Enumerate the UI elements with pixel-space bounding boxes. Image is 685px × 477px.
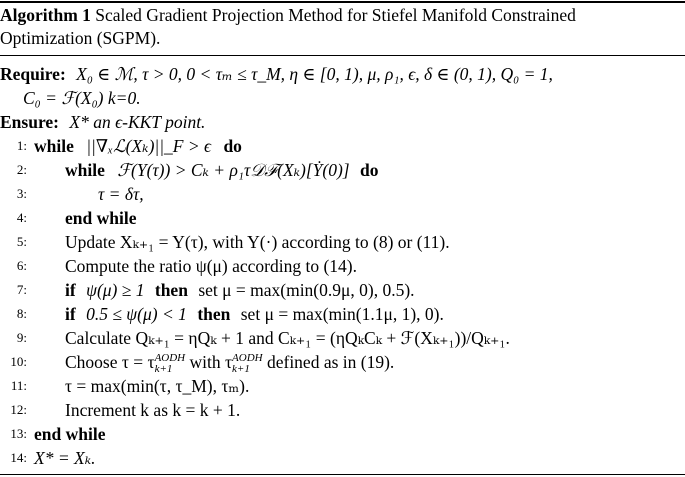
line-text: Calculate Qₖ₊₁ = ηQₖ + 1 and Cₖ₊₁ = (ηQₖCₖ + ℱ(Xₖ₊₁))/Qₖ₊₁.	[65, 328, 510, 348]
keyword: then	[154, 280, 188, 300]
line-text: set μ = max(min(1.1μ, 1), 0).	[240, 304, 444, 324]
keyword: while	[65, 160, 105, 180]
ensure-text: X* an ϵ-KKT point.	[69, 112, 206, 132]
top-rule	[0, 1, 685, 3]
keyword: if	[65, 280, 76, 300]
keyword: then	[197, 304, 231, 324]
line-text: Compute the ratio ψ(μ) according to (14).	[65, 256, 357, 276]
line-text: ||∇ₓℒ(Xₖ)||_F > ϵ	[86, 136, 212, 156]
tau-scripts	[232, 353, 263, 375]
algorithm-title-line2: Optimization (SGPM).	[0, 28, 161, 48]
keyword: end while	[34, 424, 106, 444]
line-number: 8:	[16, 306, 27, 321]
subscript: k+1	[232, 362, 250, 375]
superscript: AODH	[154, 351, 186, 364]
line-text: τ = max(min(τ, τ_M), τₘ).	[65, 376, 250, 396]
line-number: 12:	[10, 402, 27, 417]
require-text-2: C₀ = ℱ(X₀) k=0.	[23, 88, 141, 108]
tau-scripts	[155, 353, 186, 375]
require-label: Require:	[0, 64, 66, 84]
line-text: Update Xₖ₊₁ = Y(τ), with Y(·) according to (8) or (11).	[65, 232, 450, 252]
line-text: defined as in (19).	[262, 352, 395, 372]
bottom-rule	[0, 474, 685, 475]
line-text: Increment k as k = k + 1.	[65, 400, 241, 420]
line-number: 2:	[16, 162, 27, 177]
require-text-1: X₀ ∈ ℳ, τ > 0, 0 < τₘ ≤ τ_M, η ∈ [0, 1), μ, ρ₁, ϵ, δ ∈ (0, 1), Q₀ = 1,	[76, 64, 553, 84]
line-text: τ = δτ,	[98, 184, 144, 204]
require-line-2	[23, 86, 685, 110]
subscript: k+1	[154, 362, 173, 375]
keyword: if	[65, 304, 76, 324]
line-text: 0.5 ≤ ψ(μ) < 1	[86, 304, 187, 324]
line-number: 11:	[10, 378, 27, 393]
line-number: 3:	[16, 186, 27, 201]
title-rule	[0, 55, 685, 56]
line-text: set μ = max(min(0.9μ, 0), 0.5).	[198, 280, 415, 300]
line-number: 13:	[10, 426, 27, 441]
algorithm-title-line1: Scaled Gradient Projection Method for Stiefel Manifold Constrained	[95, 5, 576, 25]
algorithm-title	[0, 4, 680, 50]
ensure-line	[0, 110, 685, 134]
ensure-label: Ensure:	[0, 112, 59, 132]
algorithm-label: Algorithm 1	[0, 5, 91, 25]
line-number: 1:	[16, 138, 27, 153]
line-text: X* = Xₖ.	[34, 448, 96, 468]
line-number: 10:	[10, 354, 27, 369]
keyword: end while	[65, 208, 137, 228]
keyword: do	[223, 136, 242, 156]
line-number: 14:	[10, 450, 27, 465]
line-number: 7:	[16, 282, 27, 297]
line-number: 4:	[16, 210, 27, 225]
superscript: AODH	[232, 351, 263, 364]
keyword: do	[359, 160, 379, 180]
keyword: while	[34, 136, 74, 156]
line-text: Choose τ = τ	[65, 352, 155, 372]
require-line	[0, 62, 685, 86]
line-text: ψ(μ) ≥ 1	[86, 280, 145, 300]
line-number: 9:	[16, 330, 27, 345]
line-number: 6:	[16, 258, 27, 273]
line-text: with τ	[185, 352, 233, 372]
line-text: ℱ(Y(τ)) > Cₖ + ρ₁τ𝒟ℱ(Xₖ)[Ẏ(0)]	[117, 160, 350, 180]
line-number: 5:	[16, 234, 27, 249]
